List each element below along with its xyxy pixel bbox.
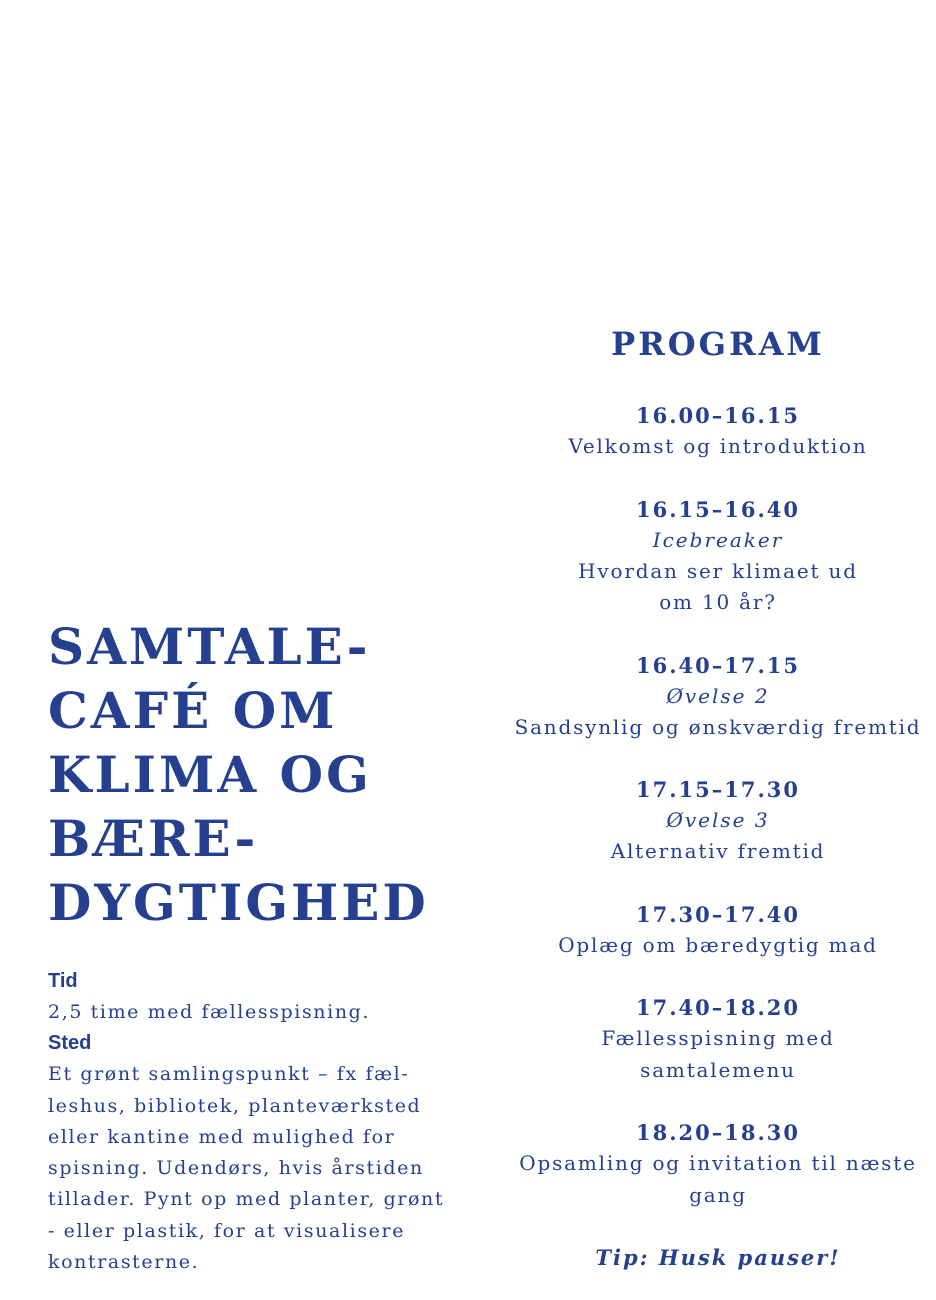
slot-description xyxy=(500,930,936,962)
time-label: Tid xyxy=(48,970,78,992)
place-line: - eller plastik, for at visualisere xyxy=(48,1219,406,1242)
slot-time: 16.00–16.15 xyxy=(635,403,801,428)
slot-description xyxy=(500,836,936,868)
slot-description-line: Opsamling og invitation til næste xyxy=(519,1151,917,1175)
slot-description xyxy=(500,1148,936,1211)
title-line: BÆRE- xyxy=(48,809,259,868)
slot-description-line: Velkomst og introduktion xyxy=(568,434,868,458)
slot-time: 17.30–17.40 xyxy=(635,901,801,927)
title-line: SAMTALE- xyxy=(48,617,371,676)
slot-subtitle: Øvelse 3 xyxy=(666,808,770,832)
place-line: spisning. Udendørs, hvis årstiden xyxy=(48,1157,424,1180)
slot-time: 16.15–16.40 xyxy=(635,496,801,522)
place-line: tillader. Pynt op med planter, grønt xyxy=(48,1188,445,1211)
place-text xyxy=(48,1059,488,1278)
slot-description-line: Fællesspisning med xyxy=(601,1026,835,1050)
slot-description xyxy=(500,556,936,619)
slot-description-line: gang xyxy=(689,1182,747,1207)
slot-time: 17.15–17.30 xyxy=(635,777,801,802)
program-slot xyxy=(500,992,936,1086)
program-slot xyxy=(500,899,936,962)
slot-description-line: om 10 år? xyxy=(659,590,777,614)
page-title xyxy=(48,615,488,935)
time-text: 2,5 time med fællesspisning. xyxy=(48,1001,371,1023)
slot-description-line: Oplæg om bæredygtig mad xyxy=(558,932,878,957)
program-slot xyxy=(500,774,936,868)
title-line: KLIMA OG xyxy=(48,745,372,804)
slot-description xyxy=(500,431,936,463)
place-line: eller kantine med mulighed for xyxy=(48,1125,396,1148)
slot-subtitle: Icebreaker xyxy=(652,527,784,552)
slot-description xyxy=(500,1023,936,1086)
program-section xyxy=(500,322,936,1273)
slot-time: 18.20–18.30 xyxy=(635,1120,801,1145)
slot-description-line: samtalemenu xyxy=(640,1057,796,1082)
slot-description xyxy=(500,712,936,744)
place-line: Et grønt samlingspunkt – fx fæl- xyxy=(48,1063,410,1086)
program-slot xyxy=(500,400,936,463)
program-slot xyxy=(500,1117,936,1211)
title-line: CAFÉ OM xyxy=(48,681,338,740)
place-line: kontrasterne. xyxy=(48,1251,200,1274)
program-slot xyxy=(500,494,936,619)
event-info xyxy=(48,966,488,1278)
tip-text: Tip: Husk pauser! xyxy=(595,1245,841,1270)
slot-time: 17.40–18.20 xyxy=(635,995,801,1020)
slot-time: 16.40–17.15 xyxy=(635,652,801,678)
slot-description-line: Hvordan ser klimaet ud xyxy=(578,558,858,583)
slot-description-line: Alternativ fremtid xyxy=(610,839,826,863)
place-label: Sted xyxy=(48,1032,92,1055)
program-slot xyxy=(500,650,936,744)
slot-subtitle: Øvelse 2 xyxy=(666,683,770,708)
slot-description-line: Sandsynlig og ønskværdig fremtid xyxy=(514,714,922,739)
program-heading: PROGRAM xyxy=(611,325,825,363)
place-line: leshus, bibliotek, planteværksted xyxy=(48,1094,422,1117)
title-line: DYGTIGHED xyxy=(48,873,429,932)
